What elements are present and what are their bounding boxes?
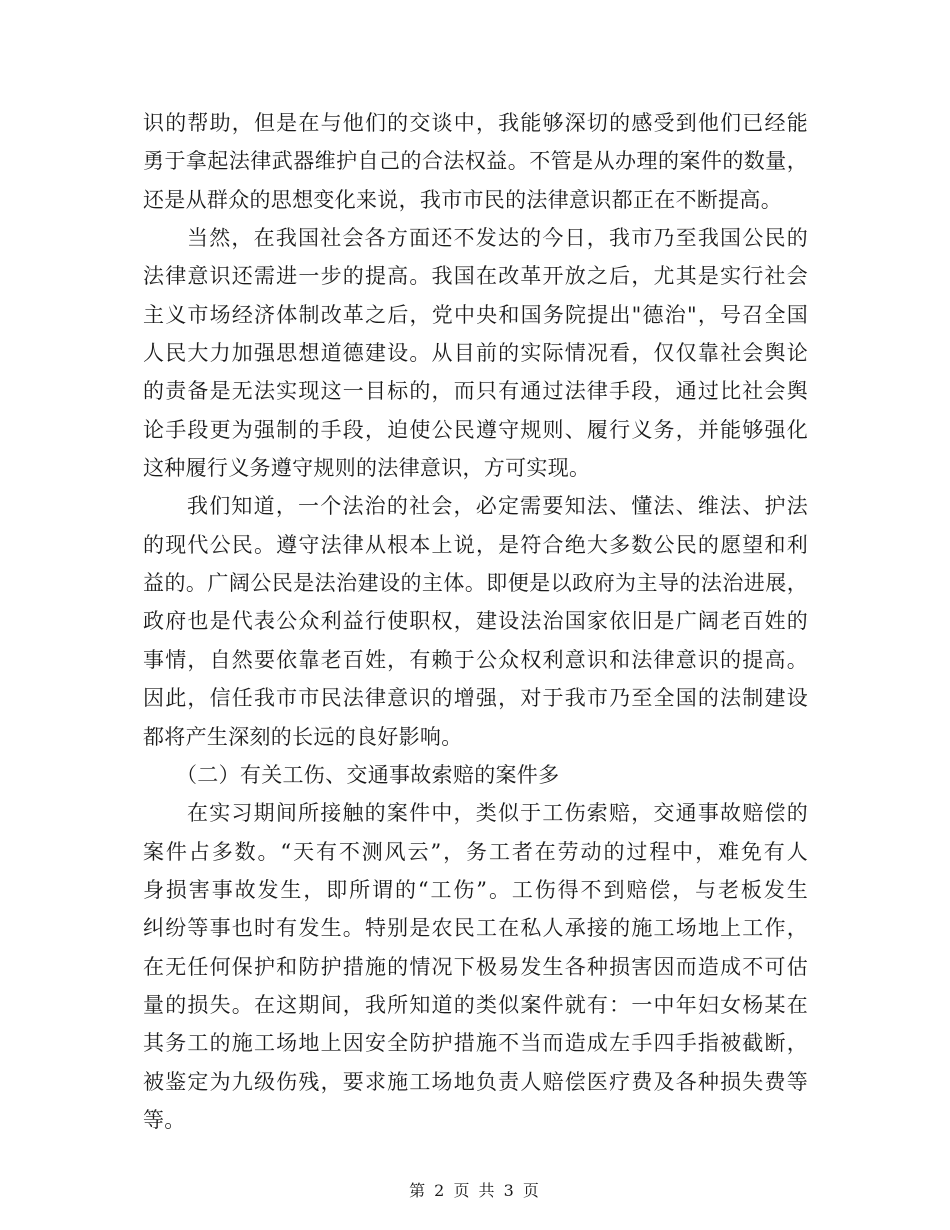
page-number-footer: 第 2 页 共 3 页 (409, 1181, 541, 1200)
text-line: 这种履行义务遵守规则的法律意识，方可实现。 (143, 456, 591, 481)
text-line: 政府也是代表公众利益行使职权，建设法治国家依旧是广阔老百姓的 (143, 609, 808, 634)
text-line: 还是从群众的思想变化来说，我市市民的法律意识都正在不断提高。 (143, 187, 782, 212)
text-line: 论手段更为强制的手段，迫使公民遵守规则、履行义务，并能够强化 (143, 417, 808, 442)
text-line: 主义市场经济体制改革之后，党中央和国务院提出"德治"，号召全国 (143, 302, 808, 327)
text-line: 识的帮助，但是在与他们的交谈中，我能够深切的感受到他们已经能 (143, 111, 808, 135)
text-line: 量的损失。在这期间，我所知道的类似案件就有：一中年妇女杨某在 (143, 992, 808, 1017)
document-body (143, 104, 808, 1139)
text-line: 人民大力加强思想道德建设。从目前的实际情况看，仅仅靠社会舆论 (143, 341, 808, 366)
text-line: 当然，在我国社会各方面还不发达的今日，我市乃至我国公民的 (187, 226, 808, 251)
text-line: 其务工的施工场地上因安全防护措施不当而造成左手四手指被截断， (143, 1031, 808, 1056)
text-line: 纠纷等事也时有发生。特别是农民工在私人承接的施工场地上工作， (143, 916, 808, 941)
text-line: 我们知道，一个法治的社会，必定需要知法、懂法、维法、护法 (187, 494, 808, 519)
text-line: 因此，信任我市市民法律意识的增强，对于我市乃至全国的法制建设 (143, 686, 808, 711)
text-line: 在无任何保护和防护措施的情况下极易发生各种损害因而造成不可估 (143, 954, 808, 979)
text-line: 等。 (143, 1107, 186, 1132)
text-line: 的现代公民。遵守法律从根本上说，是符合绝大多数公民的愿望和利 (143, 532, 808, 557)
text-line: 被鉴定为九级伤残，要求施工场地负责人赔偿医疗费及各种损失费等 (143, 1069, 808, 1094)
text-line: 的责备是无法实现这一目标的，而只有通过法律手段，通过比社会舆 (143, 379, 808, 404)
section-heading: （二）有关工伤、交通事故索赔的案件多 (176, 762, 560, 787)
text-line: 勇于拿起法律武器维护自己的合法权益。不管是从办理的案件的数量， (143, 149, 808, 174)
text-line: 身损害事故发生，即所谓的“工伤”。工伤得不到赔偿，与老板发生 (143, 877, 808, 902)
text-line: 法律意识还需进一步的提高。我国在改革开放之后，尤其是实行社会 (143, 264, 808, 289)
text-line: 都将产生深刻的长远的良好影响。 (143, 724, 463, 749)
text-line: 在实习期间所接触的案件中，类似于工伤索赔，交通事故赔偿的 (187, 801, 808, 826)
text-line: 案件占多数。“天有不测风云”，务工者在劳动的过程中，难免有人 (143, 839, 808, 864)
text-line: 事情，自然要依靠老百姓，有赖于公众权利意识和法律意识的提高。 (143, 647, 808, 672)
text-line: 益的。广阔公民是法治建设的主体。即便是以政府为主导的法治进展， (143, 571, 808, 596)
